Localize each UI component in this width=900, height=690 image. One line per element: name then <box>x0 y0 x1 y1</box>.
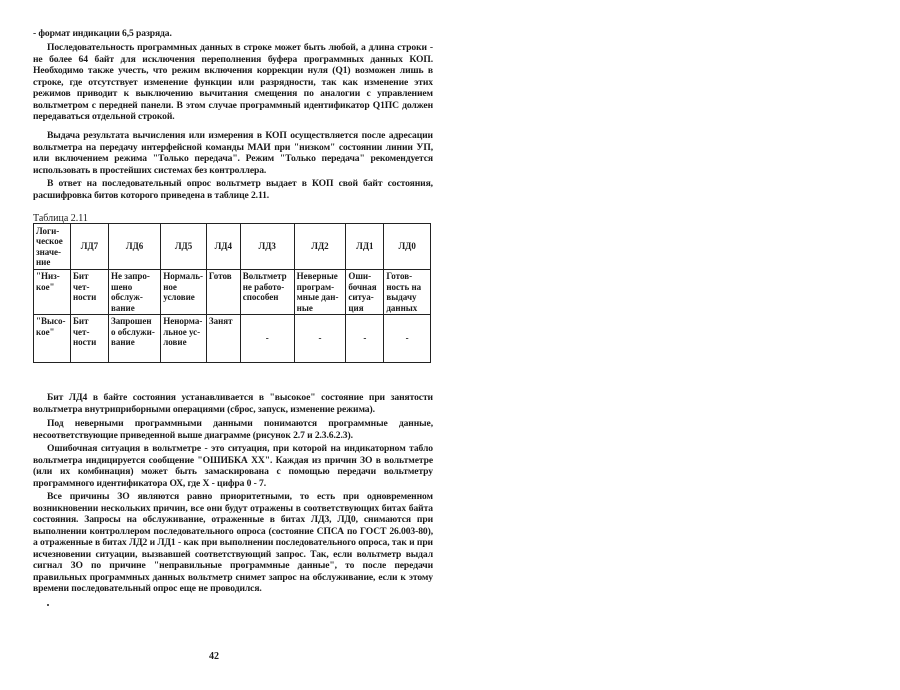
table-cell: - <box>294 315 346 363</box>
header-cell: ЛД4 <box>206 224 240 270</box>
table-cell: - <box>384 315 431 363</box>
paragraph-output: Выдача результата вычисления или измерения в КОП осуществляется после адресации вольтметра на передачу интерфейсной команды МАИ при "низком" состоянии линии УП, или включением режима "Только передача". Режим "Только передача" рекомендуется использовать в простейших системах без контроллера. <box>33 130 433 176</box>
table-cell: Не запро-шено обслуж-вание <box>108 270 160 315</box>
header-cell: ЛД1 <box>346 224 384 270</box>
header-cell: ЛД0 <box>384 224 431 270</box>
header-cell: ЛД3 <box>240 224 294 270</box>
table-cell: Вольтметр не работо-способен <box>240 270 294 315</box>
scan-speck <box>47 604 49 606</box>
paragraph-priorities: Все причины ЗО являются равно приоритетными, то есть при одновременном возникновении нескольких причин, все они будут отражены в соответствующих битах байта состояния. Запросы на обслуживание, отраженные в битах ЛД3, ЛД0, снимаются при выполнении контроллером последовательного опроса (состояние СПСА по ГОСТ 26.003-80), а отраженные в битах ЛД2 и ЛД1 - как при выполнении последовательного опроса, так и при исчезновении ситуации, вызвавшей соответствующий запрос. Так, если вольтметр выдал сигнал ЗО по причине "неправильные программные данные", то после передачи правильных программных данных вольтметр снимет запрос на обслуживание, если к этому времени последовательный опрос еще не проводился. <box>33 491 433 594</box>
table-cell: "Низ-кое" <box>34 270 71 315</box>
paragraph-format: - формат индикации 6,5 разряда. <box>33 28 172 39</box>
table-caption: Таблица 2.11 <box>33 213 88 224</box>
status-bits-table <box>33 223 431 363</box>
table-row <box>34 270 431 315</box>
table-cell: "Высо-кое" <box>34 315 71 363</box>
table-cell: Готов-ность на выдачу данных <box>384 270 431 315</box>
table-cell: Запрошен о обслужи-вание <box>108 315 160 363</box>
page-number: 42 <box>209 651 219 662</box>
paragraph-invalid-data: Под неверными программными данными понимаются программные данные, несоответствующие приведенной выше диаграмме (рисунок 2.7 и 2.3.6.2.3). <box>33 418 433 441</box>
table-cell: - <box>240 315 294 363</box>
header-cell: ЛД2 <box>294 224 346 270</box>
table-cell: Неверные програм-мные дан-ные <box>294 270 346 315</box>
table-header-row <box>34 224 431 270</box>
table-cell: Готов <box>206 270 240 315</box>
table-cell: Нормаль-ное условие <box>161 270 207 315</box>
header-cell: ЛД7 <box>70 224 108 270</box>
paragraph-poll: В ответ на последовательный опрос вольтметр выдает в КОП свой байт состояния, расшифровка битов которого приведена в таблице 2.11. <box>33 178 433 201</box>
paragraph-error-situation: Ошибочная ситуация в вольтметре - это ситуация, при которой на индикаторном табло вольтметра индицируется сообщение "ОШИБКА ХХ". Каждая из причин ЗО в вольтметре (или их комбинация) может быть замаскирована с помощью передачи вольтметру программного идентификатора ОХ, где Х - цифра 0 - 7. <box>33 443 433 489</box>
table-cell: Бит чет-ности <box>70 315 108 363</box>
table-cell: Занят <box>206 315 240 363</box>
table-cell: Ненорма-льное ус-ловие <box>161 315 207 363</box>
header-cell: ЛД6 <box>108 224 160 270</box>
table-cell: Оши-бочная ситуа-ция <box>346 270 384 315</box>
table-cell: - <box>346 315 384 363</box>
table-cell: Бит чет-ности <box>70 270 108 315</box>
paragraph-bit-ld4: Бит ЛД4 в байте состояния устанавливается в "высокое" состояние при занятости вольтметра внутриприборными операциями (сброс, запуск, изменение режима). <box>33 392 433 415</box>
paragraph-sequence: Последовательность программных данных в строке может быть любой, а длина строки - не более 64 байт для исключения переполнения буфера программных данных КОП. Необходимо также учесть, что режим включения коррекции нуля (Q1) возможен лишь в строке, где отсутствует изменение функции или разрядности, так как изменение этих режимов приводит к выключению вычитания смещения по аналогии с управлением вольтметром с передней панели. В этом случае программный идентификатор Q1ПС должен передаваться отдельной строкой. <box>33 42 433 122</box>
header-cell: Логи-ческое значе-ние <box>34 224 71 270</box>
table-row <box>34 315 431 363</box>
header-cell: ЛД5 <box>161 224 207 270</box>
